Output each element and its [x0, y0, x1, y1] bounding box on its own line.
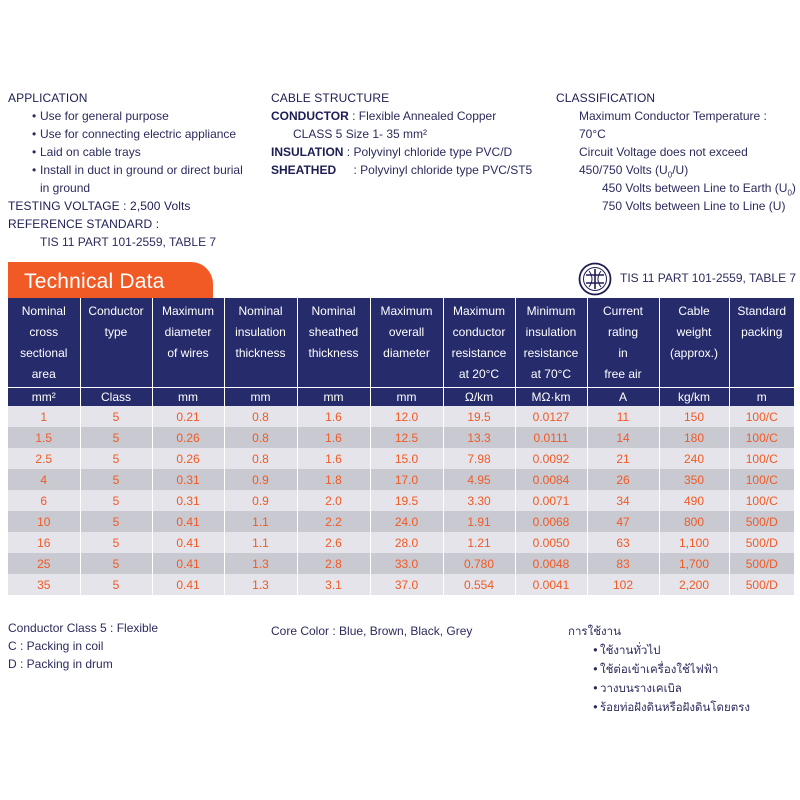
- table-column-header: [729, 298, 794, 388]
- table-column-header: [80, 298, 152, 388]
- table-row: [8, 574, 794, 595]
- table-cell: 0.31: [152, 490, 224, 511]
- table-unit-cell: mm: [297, 388, 370, 407]
- table-cell: 102: [587, 574, 659, 595]
- table-cell: 3.1: [297, 574, 370, 595]
- table-column-header: [443, 298, 515, 388]
- table-cell: 0.26: [152, 448, 224, 469]
- sheathed-label: SHEATHED: [271, 163, 337, 177]
- circuit-voltage: Circuit Voltage does not exceed: [579, 145, 748, 159]
- conductor-class: CLASS 5 Size 1- 35 mm²: [293, 127, 428, 141]
- table-cell: 0.41: [152, 553, 224, 574]
- table-cell: 2.5: [8, 448, 80, 469]
- table-row: [8, 469, 794, 490]
- table-cell: 14: [587, 427, 659, 448]
- application-item: • Use for connecting electric appliance: [8, 125, 263, 143]
- table-cell: 1.6: [297, 427, 370, 448]
- table-cell: 5: [80, 469, 152, 490]
- column-header-line: Current: [602, 304, 643, 318]
- table-cell: 1.3: [224, 553, 297, 574]
- max-temperature: Maximum Conductor Temperature : 70°C: [579, 109, 767, 141]
- table-column-header: [515, 298, 587, 388]
- column-header-line: Conductor: [88, 304, 144, 318]
- table-column-header: [659, 298, 729, 388]
- column-header-line: weight: [676, 325, 712, 339]
- table-cell: 0.0127: [515, 406, 587, 427]
- table-unit-row: [8, 388, 794, 407]
- table-row: [8, 406, 794, 427]
- table-cell: 0.8: [224, 448, 297, 469]
- table-column-header: [152, 298, 224, 388]
- packing-drum-note: D : Packing in drum: [8, 657, 113, 671]
- reference-standard-value: TIS 11 PART 101-2559, TABLE 7: [40, 235, 217, 249]
- table-cell: 15.0: [370, 448, 443, 469]
- conductor-row: [271, 107, 551, 125]
- application-section: [8, 89, 263, 251]
- column-header-line: rating: [607, 325, 639, 339]
- column-header-line: conductor: [452, 325, 506, 339]
- table-unit-cell: m: [729, 388, 794, 407]
- table-cell: 12.5: [370, 427, 443, 448]
- table-cell: 500/D: [729, 511, 794, 532]
- table-cell: 16: [8, 532, 80, 553]
- column-header-line: sheathed: [308, 325, 359, 339]
- table-row: [8, 448, 794, 469]
- table-cell: 0.26: [152, 427, 224, 448]
- table-cell: 350: [659, 469, 729, 490]
- line-to-earth: 450 Volts between Line to Earth $(U_0)$: [602, 181, 796, 198]
- table-cell: 0.8: [224, 406, 297, 427]
- cable-structure-title: CABLE STRUCTURE: [271, 91, 390, 105]
- column-header-line: free air: [604, 367, 642, 381]
- table-cell: 0.0092: [515, 448, 587, 469]
- table-cell: 0.0071: [515, 490, 587, 511]
- table-column-header: [8, 298, 80, 388]
- table-cell: 7.98: [443, 448, 515, 469]
- table-cell: 1.8: [297, 469, 370, 490]
- column-header-line: cross: [29, 325, 59, 339]
- thai-application-item: • วางบนรางเคเบิล: [568, 679, 793, 698]
- table-unit-cell: mm: [224, 388, 297, 407]
- table-cell: 6: [8, 490, 80, 511]
- column-header-line: Maximum: [452, 304, 505, 318]
- column-header-line: type: [104, 325, 128, 339]
- table-cell: 0.554: [443, 574, 515, 595]
- table-cell: 100/C: [729, 427, 794, 448]
- table-cell: 2.0: [297, 490, 370, 511]
- table-cell: 500/D: [729, 553, 794, 574]
- conductor-class-note: Conductor Class 5 : Flexible: [8, 621, 159, 635]
- table-cell: 1.21: [443, 532, 515, 553]
- table-cell: 0.0111: [515, 427, 587, 448]
- application-item: • Use for general purpose: [8, 107, 263, 125]
- column-header-line: at 20°C: [458, 367, 500, 381]
- table-cell: 500/D: [729, 532, 794, 553]
- table-cell: 1.6: [297, 448, 370, 469]
- technical-data-banner: [8, 262, 213, 298]
- line-to-line: 750 Volts between Line to Line (U): [602, 199, 786, 213]
- column-header-line: (approx.): [669, 346, 719, 360]
- table-cell: 5: [80, 532, 152, 553]
- table-cell: 0.41: [152, 574, 224, 595]
- table-cell: 1.91: [443, 511, 515, 532]
- column-header-line: at 70°C: [530, 367, 572, 381]
- classification-title: CLASSIFICATION: [556, 91, 656, 105]
- table-cell: 0.31: [152, 469, 224, 490]
- table-cell: 0.780: [443, 553, 515, 574]
- table-cell: 19.5: [370, 490, 443, 511]
- column-header-line: Nominal: [238, 304, 283, 318]
- table-cell: 47: [587, 511, 659, 532]
- table-cell: 3.30: [443, 490, 515, 511]
- column-header-line: thickness: [235, 346, 286, 360]
- table-cell: 2.6: [297, 532, 370, 553]
- table-cell: 4: [8, 469, 80, 490]
- table-cell: 0.0068: [515, 511, 587, 532]
- table-cell: 5: [80, 490, 152, 511]
- table-row: [8, 427, 794, 448]
- table-unit-cell: mm: [152, 388, 224, 407]
- column-header-line: resistance: [451, 346, 507, 360]
- table-cell: 0.8: [224, 427, 297, 448]
- table-cell: 490: [659, 490, 729, 511]
- table-row: [8, 553, 794, 574]
- table-unit-cell: kg/km: [659, 388, 729, 407]
- column-header-line: Maximum: [161, 304, 214, 318]
- table-cell: 24.0: [370, 511, 443, 532]
- table-cell: 5: [80, 406, 152, 427]
- table-cell: 37.0: [370, 574, 443, 595]
- technical-data-table: [8, 298, 794, 595]
- table-cell: 1.1: [224, 532, 297, 553]
- table-cell: 28.0: [370, 532, 443, 553]
- insulation-row: [271, 143, 551, 161]
- cable-structure-section: [271, 89, 551, 179]
- technical-data-title: Technical Data: [24, 270, 165, 293]
- column-header-line: packing: [741, 325, 783, 339]
- table-cell: 800: [659, 511, 729, 532]
- testing-voltage: TESTING VOLTAGE : 2,500 Volts: [8, 199, 191, 213]
- table-cell: 0.41: [152, 532, 224, 553]
- table-cell: 11: [587, 406, 659, 427]
- table-cell: 34: [587, 490, 659, 511]
- table-cell: 1: [8, 406, 80, 427]
- table-cell: 17.0: [370, 469, 443, 490]
- table-cell: 12.0: [370, 406, 443, 427]
- application-item: • Laid on cable trays: [8, 143, 263, 161]
- table-cell: 63: [587, 532, 659, 553]
- table-cell: 10: [8, 511, 80, 532]
- column-header-line: Cable: [678, 304, 710, 318]
- table-cell: 100/C: [729, 490, 794, 511]
- table-cell: 2.2: [297, 511, 370, 532]
- table-column-header: [370, 298, 443, 388]
- column-header-line: sectional: [20, 346, 68, 360]
- thai-application-section: [568, 622, 793, 717]
- table-unit-cell: Class: [80, 388, 152, 407]
- table-cell: 1,100: [659, 532, 729, 553]
- application-item-continuation: in ground: [40, 181, 91, 195]
- voltage-rating: 450/750 Volts $(U_0/U)$: [579, 163, 689, 180]
- column-header-line: Maximum: [380, 304, 433, 318]
- column-header-line: diameter: [164, 325, 212, 339]
- column-header-line: Nominal: [311, 304, 356, 318]
- table-cell: 26: [587, 469, 659, 490]
- column-header-line: overall: [388, 325, 425, 339]
- table-cell: 5: [80, 448, 152, 469]
- standard-reference-label: TIS 11 PART 101-2559, TABLE 7: [620, 271, 797, 285]
- table-column-header: [297, 298, 370, 388]
- column-header-line: Nominal: [21, 304, 66, 318]
- application-item: • Install in duct in ground or direct burial: [8, 161, 263, 179]
- thai-application-item: • ใช้งานทั่วไป: [568, 641, 793, 660]
- column-header-line: in: [618, 346, 628, 360]
- classification-section: [556, 89, 796, 215]
- table-cell: 0.9: [224, 490, 297, 511]
- table-cell: 25: [8, 553, 80, 574]
- table-cell: 1.3: [224, 574, 297, 595]
- table-unit-cell: MΩ·km: [515, 388, 587, 407]
- table-row: [8, 511, 794, 532]
- table-cell: 0.41: [152, 511, 224, 532]
- reference-standard-title: REFERENCE STANDARD :: [8, 217, 160, 231]
- table-cell: 21: [587, 448, 659, 469]
- table-cell: 150: [659, 406, 729, 427]
- table-body: [8, 406, 794, 595]
- thai-application-item: • ใช้ต่อเข้าเครื่องใช้ไฟฟ้า: [568, 660, 793, 679]
- tis-certification-mark-icon: [578, 262, 612, 296]
- table-cell: 19.5: [443, 406, 515, 427]
- application-title: APPLICATION: [8, 91, 88, 105]
- notes-section: [8, 619, 248, 673]
- table-cell: 500/D: [729, 574, 794, 595]
- table-cell: 1.6: [297, 406, 370, 427]
- insulation-label: INSULATION: [271, 145, 344, 159]
- column-header-line: area: [31, 367, 56, 381]
- thai-application-item: • ร้อยท่อฝังดินหรือฝังดินโดยตรง: [568, 698, 793, 717]
- table-cell: 240: [659, 448, 729, 469]
- column-header-line: Standard: [737, 304, 787, 318]
- column-header-line: thickness: [308, 346, 359, 360]
- table-cell: 5: [80, 553, 152, 574]
- table-cell: 33.0: [370, 553, 443, 574]
- table-column-header: [224, 298, 297, 388]
- conductor-value: : Flexible Annealed Copper: [352, 109, 497, 123]
- table-cell: 100/C: [729, 406, 794, 427]
- table-cell: 5: [80, 427, 152, 448]
- column-header-line: diameter: [383, 346, 430, 360]
- table-unit-cell: mm²: [8, 388, 80, 407]
- table-column-header: [587, 298, 659, 388]
- table-cell: 83: [587, 553, 659, 574]
- table-unit-cell: Ω/km: [443, 388, 515, 407]
- table-row: [8, 490, 794, 511]
- table-cell: 0.0050: [515, 532, 587, 553]
- table-cell: 1,700: [659, 553, 729, 574]
- table-unit-cell: mm: [370, 388, 443, 407]
- table-cell: 100/C: [729, 448, 794, 469]
- table-header-row: [8, 298, 794, 388]
- table-cell: 0.0048: [515, 553, 587, 574]
- table-cell: 1.1: [224, 511, 297, 532]
- insulation-value: : Polyvinyl chloride type PVC/D: [346, 145, 513, 159]
- core-color-note: Core Color : Blue, Brown, Black, Grey: [271, 624, 473, 638]
- column-header-line: insulation: [235, 325, 286, 339]
- sheathed-row: [271, 161, 551, 179]
- table-cell: 5: [80, 511, 152, 532]
- table-unit-cell: A: [587, 388, 659, 407]
- table-cell: 100/C: [729, 469, 794, 490]
- table-cell: 2,200: [659, 574, 729, 595]
- column-header-line: resistance: [523, 346, 579, 360]
- column-header-line: of wires: [167, 346, 209, 360]
- table-cell: 0.0084: [515, 469, 587, 490]
- table-cell: 2.8: [297, 553, 370, 574]
- table-row: [8, 532, 794, 553]
- table-cell: 180: [659, 427, 729, 448]
- thai-application-title: การใช้งาน: [568, 624, 621, 638]
- table-cell: 0.21: [152, 406, 224, 427]
- table-cell: 4.95: [443, 469, 515, 490]
- table-cell: 5: [80, 574, 152, 595]
- packing-coil-note: C : Packing in coil: [8, 639, 104, 653]
- conductor-label: CONDUCTOR: [271, 109, 349, 123]
- table-cell: 0.9: [224, 469, 297, 490]
- table-cell: 0.0041: [515, 574, 587, 595]
- sheathed-value: : Polyvinyl chloride type PVC/ST5: [353, 163, 533, 177]
- table-cell: 1.5: [8, 427, 80, 448]
- column-header-line: Minimum: [526, 304, 576, 318]
- table-cell: 13.3: [443, 427, 515, 448]
- column-header-line: insulation: [525, 325, 577, 339]
- table-cell: 35: [8, 574, 80, 595]
